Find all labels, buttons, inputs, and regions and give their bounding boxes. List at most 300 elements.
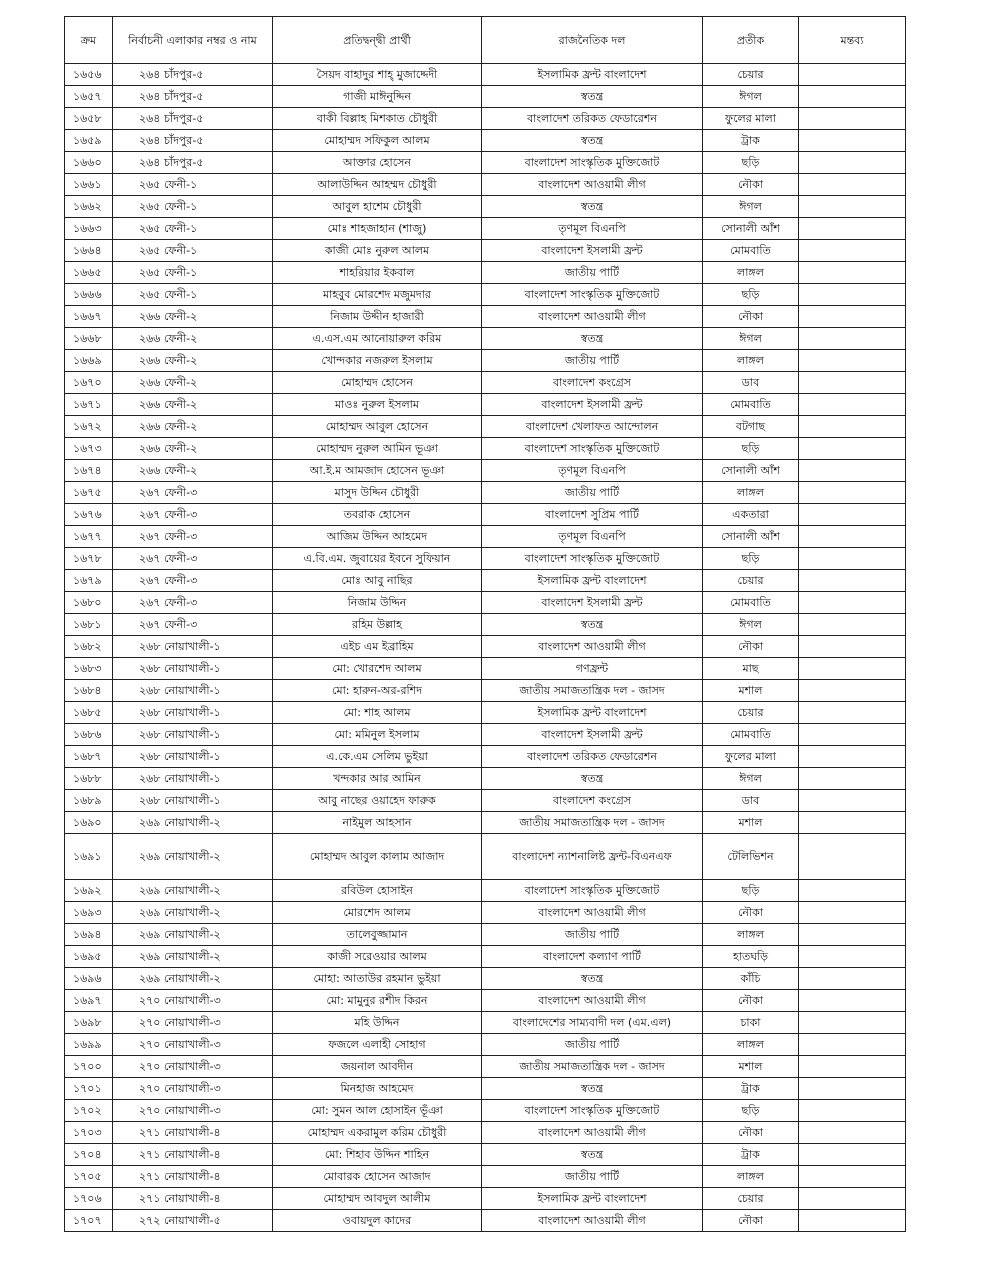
- cell-candidate: মোহাম্মদ আবুল কালাম আজাদ: [273, 834, 482, 880]
- cell-symbol: লাঙ্গল: [703, 350, 799, 372]
- cell-serial: ১৭০৪: [65, 1144, 113, 1166]
- cell-candidate: মো: মামুনুর রশীদ কিরন: [273, 990, 482, 1012]
- cell-symbol: সোনালী আঁশ: [703, 218, 799, 240]
- header-candidate: প্রতিদ্বন্দ্বী প্রার্থী: [273, 17, 482, 64]
- cell-remarks: [799, 1122, 906, 1144]
- cell-remarks: [799, 924, 906, 946]
- cell-area: ২৬৬ ফেনী-২: [113, 328, 273, 350]
- cell-candidate: এ.বি.এম. জুবায়ের ইবনে সুফিয়ান: [273, 548, 482, 570]
- cell-candidate: মোহাম্মদ নুরুল আমিন ভূঞা: [273, 438, 482, 460]
- cell-remarks: [799, 790, 906, 812]
- header-party: রাজনৈতিক দল: [482, 17, 703, 64]
- cell-remarks: [799, 834, 906, 880]
- cell-party: জাতীয় পার্টি: [482, 482, 703, 504]
- cell-area: ২৬৬ ফেনী-২: [113, 306, 273, 328]
- cell-candidate: মোবারক হোসেন আজাদ: [273, 1166, 482, 1188]
- table-row: [65, 570, 906, 592]
- cell-serial: ১৬৭৫: [65, 482, 113, 504]
- header-symbol: প্রতীক: [703, 17, 799, 64]
- cell-remarks: [799, 262, 906, 284]
- cell-party: বাংলাদেশ সাংস্কৃতিক মুক্তিজোট: [482, 438, 703, 460]
- cell-remarks: [799, 306, 906, 328]
- table-row: [65, 64, 906, 86]
- cell-candidate: মোরশেদ আলম: [273, 902, 482, 924]
- table-row: [65, 328, 906, 350]
- table-row: [65, 152, 906, 174]
- cell-remarks: [799, 218, 906, 240]
- cell-party: বাংলাদেশ আওয়ামী লীগ: [482, 990, 703, 1012]
- cell-candidate: মোহা: আতাউর রহমান ভুইয়া: [273, 968, 482, 990]
- cell-remarks: [799, 1210, 906, 1232]
- table-row: [65, 946, 906, 968]
- cell-symbol: মোমবাতি: [703, 394, 799, 416]
- cell-area: ২৬৪ চাঁদপুর-৫: [113, 152, 273, 174]
- cell-area: ২৬৪ চাঁদপুর-৫: [113, 108, 273, 130]
- cell-symbol: সোনালী আঁশ: [703, 526, 799, 548]
- cell-party: বাংলাদেশ তরিকত ফেডারেশন: [482, 108, 703, 130]
- cell-area: ২৬৫ ফেনী-১: [113, 262, 273, 284]
- cell-candidate: মোহাম্মদ আবদুল আলীম: [273, 1188, 482, 1210]
- cell-symbol: মোমবাতি: [703, 592, 799, 614]
- cell-serial: ১৬৯০: [65, 812, 113, 834]
- cell-area: ২৬৬ ফেনী-২: [113, 438, 273, 460]
- cell-symbol: নৌকা: [703, 174, 799, 196]
- cell-remarks: [799, 990, 906, 1012]
- table-row: [65, 482, 906, 504]
- cell-candidate: মহি উদ্দিন: [273, 1012, 482, 1034]
- cell-remarks: [799, 504, 906, 526]
- cell-remarks: [799, 482, 906, 504]
- cell-remarks: [799, 702, 906, 724]
- table-row: [65, 130, 906, 152]
- table-row: [65, 108, 906, 130]
- cell-serial: ১৬৬২: [65, 196, 113, 218]
- cell-area: ২৬৫ ফেনী-১: [113, 240, 273, 262]
- table-row: [65, 1056, 906, 1078]
- table-row: [65, 394, 906, 416]
- cell-remarks: [799, 1166, 906, 1188]
- cell-remarks: [799, 328, 906, 350]
- table-row: [65, 86, 906, 108]
- cell-candidate: রবিউল হোসাইন: [273, 880, 482, 902]
- cell-symbol: ঈগল: [703, 614, 799, 636]
- cell-area: ২৬৪ চাঁদপুর-৫: [113, 64, 273, 86]
- cell-remarks: [799, 1078, 906, 1100]
- cell-symbol: ছড়ি: [703, 548, 799, 570]
- cell-remarks: [799, 680, 906, 702]
- cell-remarks: [799, 614, 906, 636]
- cell-candidate: কাজী মোঃ নুরুল আলম: [273, 240, 482, 262]
- cell-party: বাংলাদেশ তরিকত ফেডারেশন: [482, 746, 703, 768]
- cell-party: বাংলাদেশ কল্যাণ পার্টি: [482, 946, 703, 968]
- table-row: [65, 218, 906, 240]
- cell-party: ইসলামিক ফ্রন্ট বাংলাদেশ: [482, 702, 703, 724]
- table-row: [65, 790, 906, 812]
- cell-party: বাংলাদেশ আওয়ামী লীগ: [482, 306, 703, 328]
- cell-party: জাতীয় পার্টি: [482, 1166, 703, 1188]
- table-row: [65, 460, 906, 482]
- cell-area: ২৬৮ নোয়াখালী-১: [113, 680, 273, 702]
- cell-remarks: [799, 902, 906, 924]
- cell-candidate: মোঃ আবু নাছির: [273, 570, 482, 592]
- cell-remarks: [799, 570, 906, 592]
- cell-symbol: ডাব: [703, 790, 799, 812]
- cell-party: ইসলামিক ফ্রন্ট বাংলাদেশ: [482, 1188, 703, 1210]
- table-row: [65, 924, 906, 946]
- cell-candidate: আজিম উদ্দিন আহমেদ: [273, 526, 482, 548]
- cell-party: বাংলাদেশ আওয়ামী লীগ: [482, 902, 703, 924]
- cell-candidate: আক্তার হোসেন: [273, 152, 482, 174]
- cell-candidate: মো: হারুন-অর-রশিদ: [273, 680, 482, 702]
- cell-serial: ১৬৬৬: [65, 284, 113, 306]
- cell-party: বাংলাদেশ সাংস্কৃতিক মুক্তিজোট: [482, 880, 703, 902]
- table-row: [65, 1144, 906, 1166]
- cell-remarks: [799, 658, 906, 680]
- cell-remarks: [799, 724, 906, 746]
- cell-party: স্বতন্ত্র: [482, 86, 703, 108]
- cell-remarks: [799, 526, 906, 548]
- table-row: [65, 702, 906, 724]
- cell-symbol: ট্রাক: [703, 130, 799, 152]
- cell-remarks: [799, 394, 906, 416]
- cell-party: স্বতন্ত্র: [482, 768, 703, 790]
- table-row: [65, 990, 906, 1012]
- cell-remarks: [799, 1012, 906, 1034]
- cell-remarks: [799, 438, 906, 460]
- cell-symbol: নৌকা: [703, 306, 799, 328]
- cell-area: ২৬৮ নোয়াখালী-১: [113, 724, 273, 746]
- cell-area: ২৬৫ ফেনী-১: [113, 284, 273, 306]
- cell-serial: ১৬৯৭: [65, 990, 113, 1012]
- cell-remarks: [799, 1144, 906, 1166]
- header-area: নির্বাচনী এলাকার নম্বর ও নাম: [113, 17, 273, 64]
- table-row: [65, 1078, 906, 1100]
- cell-serial: ১৬৬১: [65, 174, 113, 196]
- cell-serial: ১৬৯৬: [65, 968, 113, 990]
- cell-area: ২৭০ নোয়াখালী-৩: [113, 1012, 273, 1034]
- table-row: [65, 768, 906, 790]
- cell-symbol: চাকা: [703, 1012, 799, 1034]
- cell-remarks: [799, 130, 906, 152]
- cell-area: ২৭১ নোয়াখালী-৪: [113, 1166, 273, 1188]
- cell-remarks: [799, 968, 906, 990]
- cell-party: জাতীয় পার্টি: [482, 262, 703, 284]
- cell-serial: ১৬৯২: [65, 880, 113, 902]
- cell-area: ২৭০ নোয়াখালী-৩: [113, 1100, 273, 1122]
- cell-remarks: [799, 350, 906, 372]
- cell-area: ২৬৭ ফেনী-৩: [113, 614, 273, 636]
- cell-symbol: নৌকা: [703, 1210, 799, 1232]
- cell-area: ২৭২ নোয়াখালী-৫: [113, 1210, 273, 1232]
- cell-remarks: [799, 372, 906, 394]
- table-row: [65, 680, 906, 702]
- table-row: [65, 416, 906, 438]
- cell-candidate: রহিম উল্লাহ: [273, 614, 482, 636]
- cell-symbol: নৌকা: [703, 636, 799, 658]
- cell-party: বাংলাদেশ আওয়ামী লীগ: [482, 1210, 703, 1232]
- table-row: [65, 504, 906, 526]
- cell-candidate: মাহবুব মোরশেদ মজুমদার: [273, 284, 482, 306]
- cell-area: ২৬৬ ফেনী-২: [113, 394, 273, 416]
- cell-serial: ১৬৮০: [65, 592, 113, 614]
- cell-candidate: মোহাম্মদ আবুল হোসেন: [273, 416, 482, 438]
- cell-candidate: বাকী বিল্লাহ মিশকাত চৌধুরী: [273, 108, 482, 130]
- cell-symbol: ঈগল: [703, 86, 799, 108]
- cell-serial: ১৬৬৩: [65, 218, 113, 240]
- table-row: [65, 724, 906, 746]
- cell-candidate: নিজাম উদ্দিন: [273, 592, 482, 614]
- cell-party: বাংলাদেশ আওয়ামী লীগ: [482, 174, 703, 196]
- table-row: [65, 746, 906, 768]
- cell-candidate: মাওঃ নুরুল ইসলাম: [273, 394, 482, 416]
- cell-symbol: মাছ: [703, 658, 799, 680]
- cell-candidate: মোহাম্মদ হোসেন: [273, 372, 482, 394]
- cell-symbol: লাঙ্গল: [703, 1166, 799, 1188]
- table-row: [65, 1166, 906, 1188]
- cell-serial: ১৬৮২: [65, 636, 113, 658]
- cell-area: ২৬৬ ফেনী-২: [113, 416, 273, 438]
- cell-serial: ১৬৬৮: [65, 328, 113, 350]
- table-row: [65, 1012, 906, 1034]
- table-row: [65, 350, 906, 372]
- cell-candidate: তালেবুজ্জামান: [273, 924, 482, 946]
- table-row: [65, 1034, 906, 1056]
- cell-party: জাতীয় পার্টি: [482, 350, 703, 372]
- cell-area: ২৬৮ নোয়াখালী-১: [113, 768, 273, 790]
- cell-area: ২৬৯ নোয়াখালী-২: [113, 968, 273, 990]
- cell-area: ২৬৯ নোয়াখালী-২: [113, 902, 273, 924]
- cell-symbol: মশাল: [703, 1056, 799, 1078]
- cell-remarks: [799, 1188, 906, 1210]
- cell-serial: ১৬৮৩: [65, 658, 113, 680]
- cell-area: ২৬৯ নোয়াখালী-২: [113, 924, 273, 946]
- cell-serial: ১৬৬৫: [65, 262, 113, 284]
- cell-symbol: ঈগল: [703, 768, 799, 790]
- cell-party: স্বতন্ত্র: [482, 196, 703, 218]
- cell-serial: ১৬৭১: [65, 394, 113, 416]
- cell-area: ২৭০ নোয়াখালী-৩: [113, 1078, 273, 1100]
- cell-area: ২৬৭ ফেনী-৩: [113, 504, 273, 526]
- cell-party: বাংলাদেশ খেলাফত আন্দোলন: [482, 416, 703, 438]
- table-row: [65, 548, 906, 570]
- table-row: [65, 438, 906, 460]
- cell-serial: ১৭০২: [65, 1100, 113, 1122]
- cell-party: জাতীয় সমাজতান্ত্রিক দল - জাসদ: [482, 1056, 703, 1078]
- cell-symbol: নৌকা: [703, 1122, 799, 1144]
- cell-party: স্বতন্ত্র: [482, 1078, 703, 1100]
- cell-candidate: ওবায়দুল কাদের: [273, 1210, 482, 1232]
- cell-candidate: তবরাক হোসেন: [273, 504, 482, 526]
- cell-candidate: শাহরিয়ার ইকবাল: [273, 262, 482, 284]
- cell-candidate: খোন্দকার নজরুল ইসলাম: [273, 350, 482, 372]
- cell-area: ২৬৯ নোয়াখালী-২: [113, 946, 273, 968]
- table-row: [65, 262, 906, 284]
- cell-area: ২৬৬ ফেনী-২: [113, 372, 273, 394]
- cell-candidate: আ.ই.ম আমজাদ হোসেন ভূঞা: [273, 460, 482, 482]
- cell-party: বাংলাদেশ ইসলামী ফ্রন্ট: [482, 592, 703, 614]
- cell-remarks: [799, 64, 906, 86]
- cell-serial: ১৭০৭: [65, 1210, 113, 1232]
- cell-remarks: [799, 108, 906, 130]
- cell-area: ২৬৮ নোয়াখালী-১: [113, 702, 273, 724]
- cell-remarks: [799, 86, 906, 108]
- table-row: [65, 812, 906, 834]
- cell-symbol: মশাল: [703, 680, 799, 702]
- table-row: [65, 968, 906, 990]
- cell-candidate: জয়নাল আবদীন: [273, 1056, 482, 1078]
- cell-serial: ১৬৫৭: [65, 86, 113, 108]
- cell-party: বাংলাদেশ ইসলামী ফ্রন্ট: [482, 240, 703, 262]
- cell-symbol: ঈগল: [703, 328, 799, 350]
- cell-remarks: [799, 746, 906, 768]
- cell-symbol: ছড়ি: [703, 152, 799, 174]
- cell-area: ২৬৯ নোয়াখালী-২: [113, 880, 273, 902]
- table-row: [65, 592, 906, 614]
- table-row: [65, 902, 906, 924]
- cell-serial: ১৬৭৭: [65, 526, 113, 548]
- cell-candidate: মোহাম্মদ একরামুল করিম চৌধুরী: [273, 1122, 482, 1144]
- cell-serial: ১৬৭৯: [65, 570, 113, 592]
- cell-candidate: মাসুদ উদ্দিন চৌধুরী: [273, 482, 482, 504]
- cell-area: ২৭০ নোয়াখালী-৩: [113, 1034, 273, 1056]
- cell-serial: ১৬৭৬: [65, 504, 113, 526]
- cell-serial: ১৬৭০: [65, 372, 113, 394]
- cell-candidate: মো: মমিনুল ইসলাম: [273, 724, 482, 746]
- cell-party: ইসলামিক ফ্রন্ট বাংলাদেশ: [482, 64, 703, 86]
- cell-symbol: কাঁচি: [703, 968, 799, 990]
- table-row: [65, 306, 906, 328]
- cell-symbol: লাঙ্গল: [703, 924, 799, 946]
- cell-serial: ১৬৮৬: [65, 724, 113, 746]
- cell-symbol: নৌকা: [703, 990, 799, 1012]
- cell-candidate: এ.কে.এম সেলিম ভুইয়া: [273, 746, 482, 768]
- cell-serial: ১৭০৬: [65, 1188, 113, 1210]
- cell-symbol: ঈগল: [703, 196, 799, 218]
- cell-candidate: আলাউদ্দিন আহম্মদ চৌধুরী: [273, 174, 482, 196]
- cell-serial: ১৬৯১: [65, 834, 113, 880]
- table-row: [65, 240, 906, 262]
- cell-candidate: এইচ এম ইব্রাহিম: [273, 636, 482, 658]
- cell-remarks: [799, 1056, 906, 1078]
- cell-symbol: চেয়ার: [703, 64, 799, 86]
- cell-party: বাংলাদেশ ইসলামী ফ্রন্ট: [482, 724, 703, 746]
- cell-symbol: লাঙ্গল: [703, 1034, 799, 1056]
- cell-serial: ১৬৯৪: [65, 924, 113, 946]
- cell-serial: ১৬৭৪: [65, 460, 113, 482]
- cell-serial: ১৬৫৯: [65, 130, 113, 152]
- cell-area: ২৬৫ ফেনী-১: [113, 196, 273, 218]
- cell-area: ২৬৮ নোয়াখালী-১: [113, 658, 273, 680]
- cell-symbol: টেলিভিশন: [703, 834, 799, 880]
- table-row: [65, 174, 906, 196]
- cell-area: ২৬৭ ফেনী-৩: [113, 570, 273, 592]
- cell-area: ২৬৯ নোয়াখালী-২: [113, 834, 273, 880]
- cell-symbol: মোমবাতি: [703, 724, 799, 746]
- table-row: [65, 658, 906, 680]
- candidate-table: [64, 16, 906, 1232]
- cell-party: তৃণমূল বিএনপি: [482, 460, 703, 482]
- cell-serial: ১৬৮৯: [65, 790, 113, 812]
- cell-party: জাতীয় পার্টি: [482, 924, 703, 946]
- cell-remarks: [799, 636, 906, 658]
- cell-party: বাংলাদেশ সুপ্রিম পার্টি: [482, 504, 703, 526]
- cell-symbol: ফুলের মালা: [703, 108, 799, 130]
- cell-party: তৃণমূল বিএনপি: [482, 218, 703, 240]
- cell-party: গণফ্রন্ট: [482, 658, 703, 680]
- candidate-list-sheet: [64, 16, 905, 1232]
- cell-area: ২৬৭ ফেনী-৩: [113, 526, 273, 548]
- cell-candidate: নাইমুল আহসান: [273, 812, 482, 834]
- cell-candidate: নিজাম উদ্দীন হাজারী: [273, 306, 482, 328]
- cell-area: ২৬৪ চাঁদপুর-৫: [113, 130, 273, 152]
- cell-symbol: চেয়ার: [703, 1188, 799, 1210]
- cell-symbol: লাঙ্গল: [703, 482, 799, 504]
- table-row: [65, 614, 906, 636]
- table-row: [65, 372, 906, 394]
- cell-area: ২৬৭ ফেনী-৩: [113, 482, 273, 504]
- cell-remarks: [799, 1034, 906, 1056]
- cell-party: জাতীয় সমাজতান্ত্রিক দল - জাসদ: [482, 680, 703, 702]
- cell-symbol: মশাল: [703, 812, 799, 834]
- cell-serial: ১৭০০: [65, 1056, 113, 1078]
- cell-serial: ১৬৭২: [65, 416, 113, 438]
- cell-party: তৃণমূল বিএনপি: [482, 526, 703, 548]
- cell-serial: ১৭০১: [65, 1078, 113, 1100]
- cell-symbol: সোনালী আঁশ: [703, 460, 799, 482]
- cell-symbol: চেয়ার: [703, 570, 799, 592]
- cell-candidate: আবুল হাশেম চৌধুরী: [273, 196, 482, 218]
- cell-party: ইসলামিক ফ্রন্ট বাংলাদেশ: [482, 570, 703, 592]
- cell-remarks: [799, 284, 906, 306]
- table-row: [65, 1210, 906, 1232]
- cell-symbol: একতারা: [703, 504, 799, 526]
- cell-area: ২৬৮ নোয়াখালী-১: [113, 790, 273, 812]
- cell-symbol: লাঙ্গল: [703, 262, 799, 284]
- cell-serial: ১৬৬০: [65, 152, 113, 174]
- cell-symbol: ট্রাক: [703, 1144, 799, 1166]
- table-row: [65, 1100, 906, 1122]
- cell-remarks: [799, 880, 906, 902]
- cell-party: বাংলাদেশ ইসলামী ফ্রন্ট: [482, 394, 703, 416]
- cell-area: ২৬৬ ফেনী-২: [113, 350, 273, 372]
- cell-candidate: এ.এস.এম আনোয়ারুল করিম: [273, 328, 482, 350]
- cell-candidate: মোঃ শাহজাহান (শাজু): [273, 218, 482, 240]
- cell-symbol: ছড়ি: [703, 284, 799, 306]
- cell-symbol: ডাব: [703, 372, 799, 394]
- table-row: [65, 196, 906, 218]
- table-row: [65, 880, 906, 902]
- cell-party: বাংলাদেশ কংগ্রেস: [482, 372, 703, 394]
- cell-serial: ১৭০৫: [65, 1166, 113, 1188]
- cell-area: ২৬৫ ফেনী-১: [113, 174, 273, 196]
- cell-serial: ১৭০৩: [65, 1122, 113, 1144]
- cell-remarks: [799, 152, 906, 174]
- cell-serial: ১৬৬৯: [65, 350, 113, 372]
- cell-candidate: কাজী সরেওয়ার আলম: [273, 946, 482, 968]
- cell-candidate: মো: শাহ আলম: [273, 702, 482, 724]
- table-body: [65, 64, 906, 1232]
- cell-party: বাংলাদেশ কংগ্রেস: [482, 790, 703, 812]
- cell-candidate: মো: খোরশেদ আলম: [273, 658, 482, 680]
- cell-serial: ১৬৭৮: [65, 548, 113, 570]
- cell-serial: ১৬৯৩: [65, 902, 113, 924]
- table-row: [65, 1188, 906, 1210]
- cell-party: বাংলাদেশ সাংস্কৃতিক মুক্তিজোট: [482, 284, 703, 306]
- cell-candidate: সৈয়দ বাহাদুর শাহ্ মুজাদ্দেদী: [273, 64, 482, 86]
- cell-area: ২৭০ নোয়াখালী-৩: [113, 990, 273, 1012]
- cell-area: ২৭১ নোয়াখালী-৪: [113, 1144, 273, 1166]
- cell-party: স্বতন্ত্র: [482, 130, 703, 152]
